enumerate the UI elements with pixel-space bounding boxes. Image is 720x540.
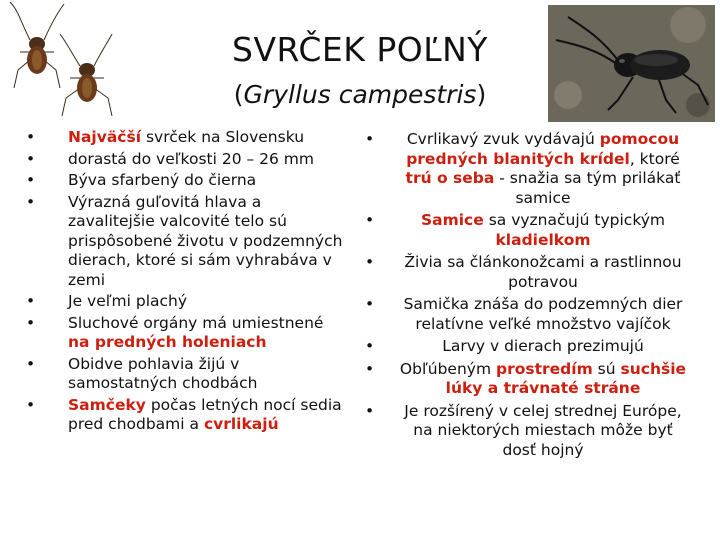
list-item xyxy=(26,128,346,148)
item-text: Výrazná guľovitá hlava a zavalitejšie valcovité telo sú prispôsobené životu v podzemných dierach, ktoré si sám vyhrabáva v zemi xyxy=(68,192,343,289)
highlighted-text: Samice xyxy=(420,211,484,229)
item-text: Je veľmi plachý xyxy=(68,292,188,310)
subtitle-latin-name: Gryllus campestris xyxy=(243,80,477,109)
bullet-icon: • xyxy=(365,253,375,271)
bullet-icon: • xyxy=(26,171,36,189)
item-text: sú xyxy=(592,359,621,378)
highlighted-text: Najväčší xyxy=(68,128,142,146)
list-item xyxy=(357,337,687,357)
list-item xyxy=(26,292,346,312)
list-item xyxy=(357,253,687,292)
bullet-icon: • xyxy=(365,337,375,355)
item-text: dorastá do veľkosti 20 – 26 mm xyxy=(68,149,315,168)
highlighted-text: pomocou predných blanitých krídel xyxy=(406,130,680,168)
item-text: Cvrlikavý zvuk vydávajú xyxy=(406,130,600,148)
bullet-icon: • xyxy=(26,149,36,168)
page-subtitle xyxy=(0,80,720,109)
list-item xyxy=(26,396,346,435)
list-item xyxy=(26,314,346,353)
highlighted-text: Samčeky xyxy=(68,395,146,414)
page-title: SVRČEK POĽNÝ xyxy=(232,30,488,69)
bullet-icon: • xyxy=(365,130,375,148)
bullet-icon: • xyxy=(26,313,36,332)
bullet-icon: • xyxy=(26,128,36,146)
bullet-icon: • xyxy=(26,192,36,211)
item-text: - snažia sa tým prilákať samice xyxy=(494,169,681,207)
item-text: Býva sfarbený do čierna xyxy=(68,171,257,189)
item-text: Larvy v dierach prezimujú xyxy=(442,337,644,355)
list-item xyxy=(357,360,687,399)
list-item xyxy=(26,193,346,291)
left-bullet-list xyxy=(26,128,346,437)
highlighted-text: suchšie lúky a trávnaté stráne xyxy=(445,359,687,397)
item-text: svrček na Slovensku xyxy=(141,128,305,146)
list-item xyxy=(26,150,346,170)
highlighted-text: na predných holeniach xyxy=(68,333,267,351)
bullet-icon: • xyxy=(26,395,36,414)
bullet-icon: • xyxy=(26,354,36,373)
highlighted-text: trú o seba xyxy=(405,169,495,187)
highlighted-text: cvrlikajú xyxy=(203,415,279,433)
item-text: Sluchové orgány má umiestnené xyxy=(68,313,324,332)
subtitle-close: ) xyxy=(476,80,487,109)
list-item xyxy=(357,402,687,461)
item-text: Samička znáša do podzemných dier relatívne veľké množstvo vajíčok xyxy=(403,295,683,333)
list-item xyxy=(357,295,687,334)
item-text: Obidve pohlavia žijú v samostatných chodbách xyxy=(68,354,258,392)
bullet-icon: • xyxy=(365,295,375,313)
item-text: Je rozšírený v celej strednej Európe, na niektorých miestach môže byť dosť hojný xyxy=(404,401,682,459)
item-text: , ktoré xyxy=(629,149,680,168)
bullet-icon: • xyxy=(365,359,375,378)
item-text: sa vyznačujú typickým xyxy=(483,211,666,229)
right-bullet-list xyxy=(357,130,687,463)
bullet-icon: • xyxy=(365,211,375,229)
list-item xyxy=(26,171,346,191)
list-item xyxy=(26,355,346,394)
list-item xyxy=(357,130,687,208)
item-text: počas letných nocí sedia pred chodbami a xyxy=(68,395,342,433)
highlighted-text: kladielkom xyxy=(495,230,591,249)
bullet-icon: • xyxy=(365,401,375,420)
list-item xyxy=(357,211,687,250)
highlighted-text: prostredím xyxy=(496,359,593,378)
subtitle-open: ( xyxy=(233,80,244,109)
item-text: Obľúbeným xyxy=(399,359,496,378)
item-text: Živia sa článkonožcami a rastlinnou potravou xyxy=(404,253,682,291)
bullet-icon: • xyxy=(26,292,36,310)
